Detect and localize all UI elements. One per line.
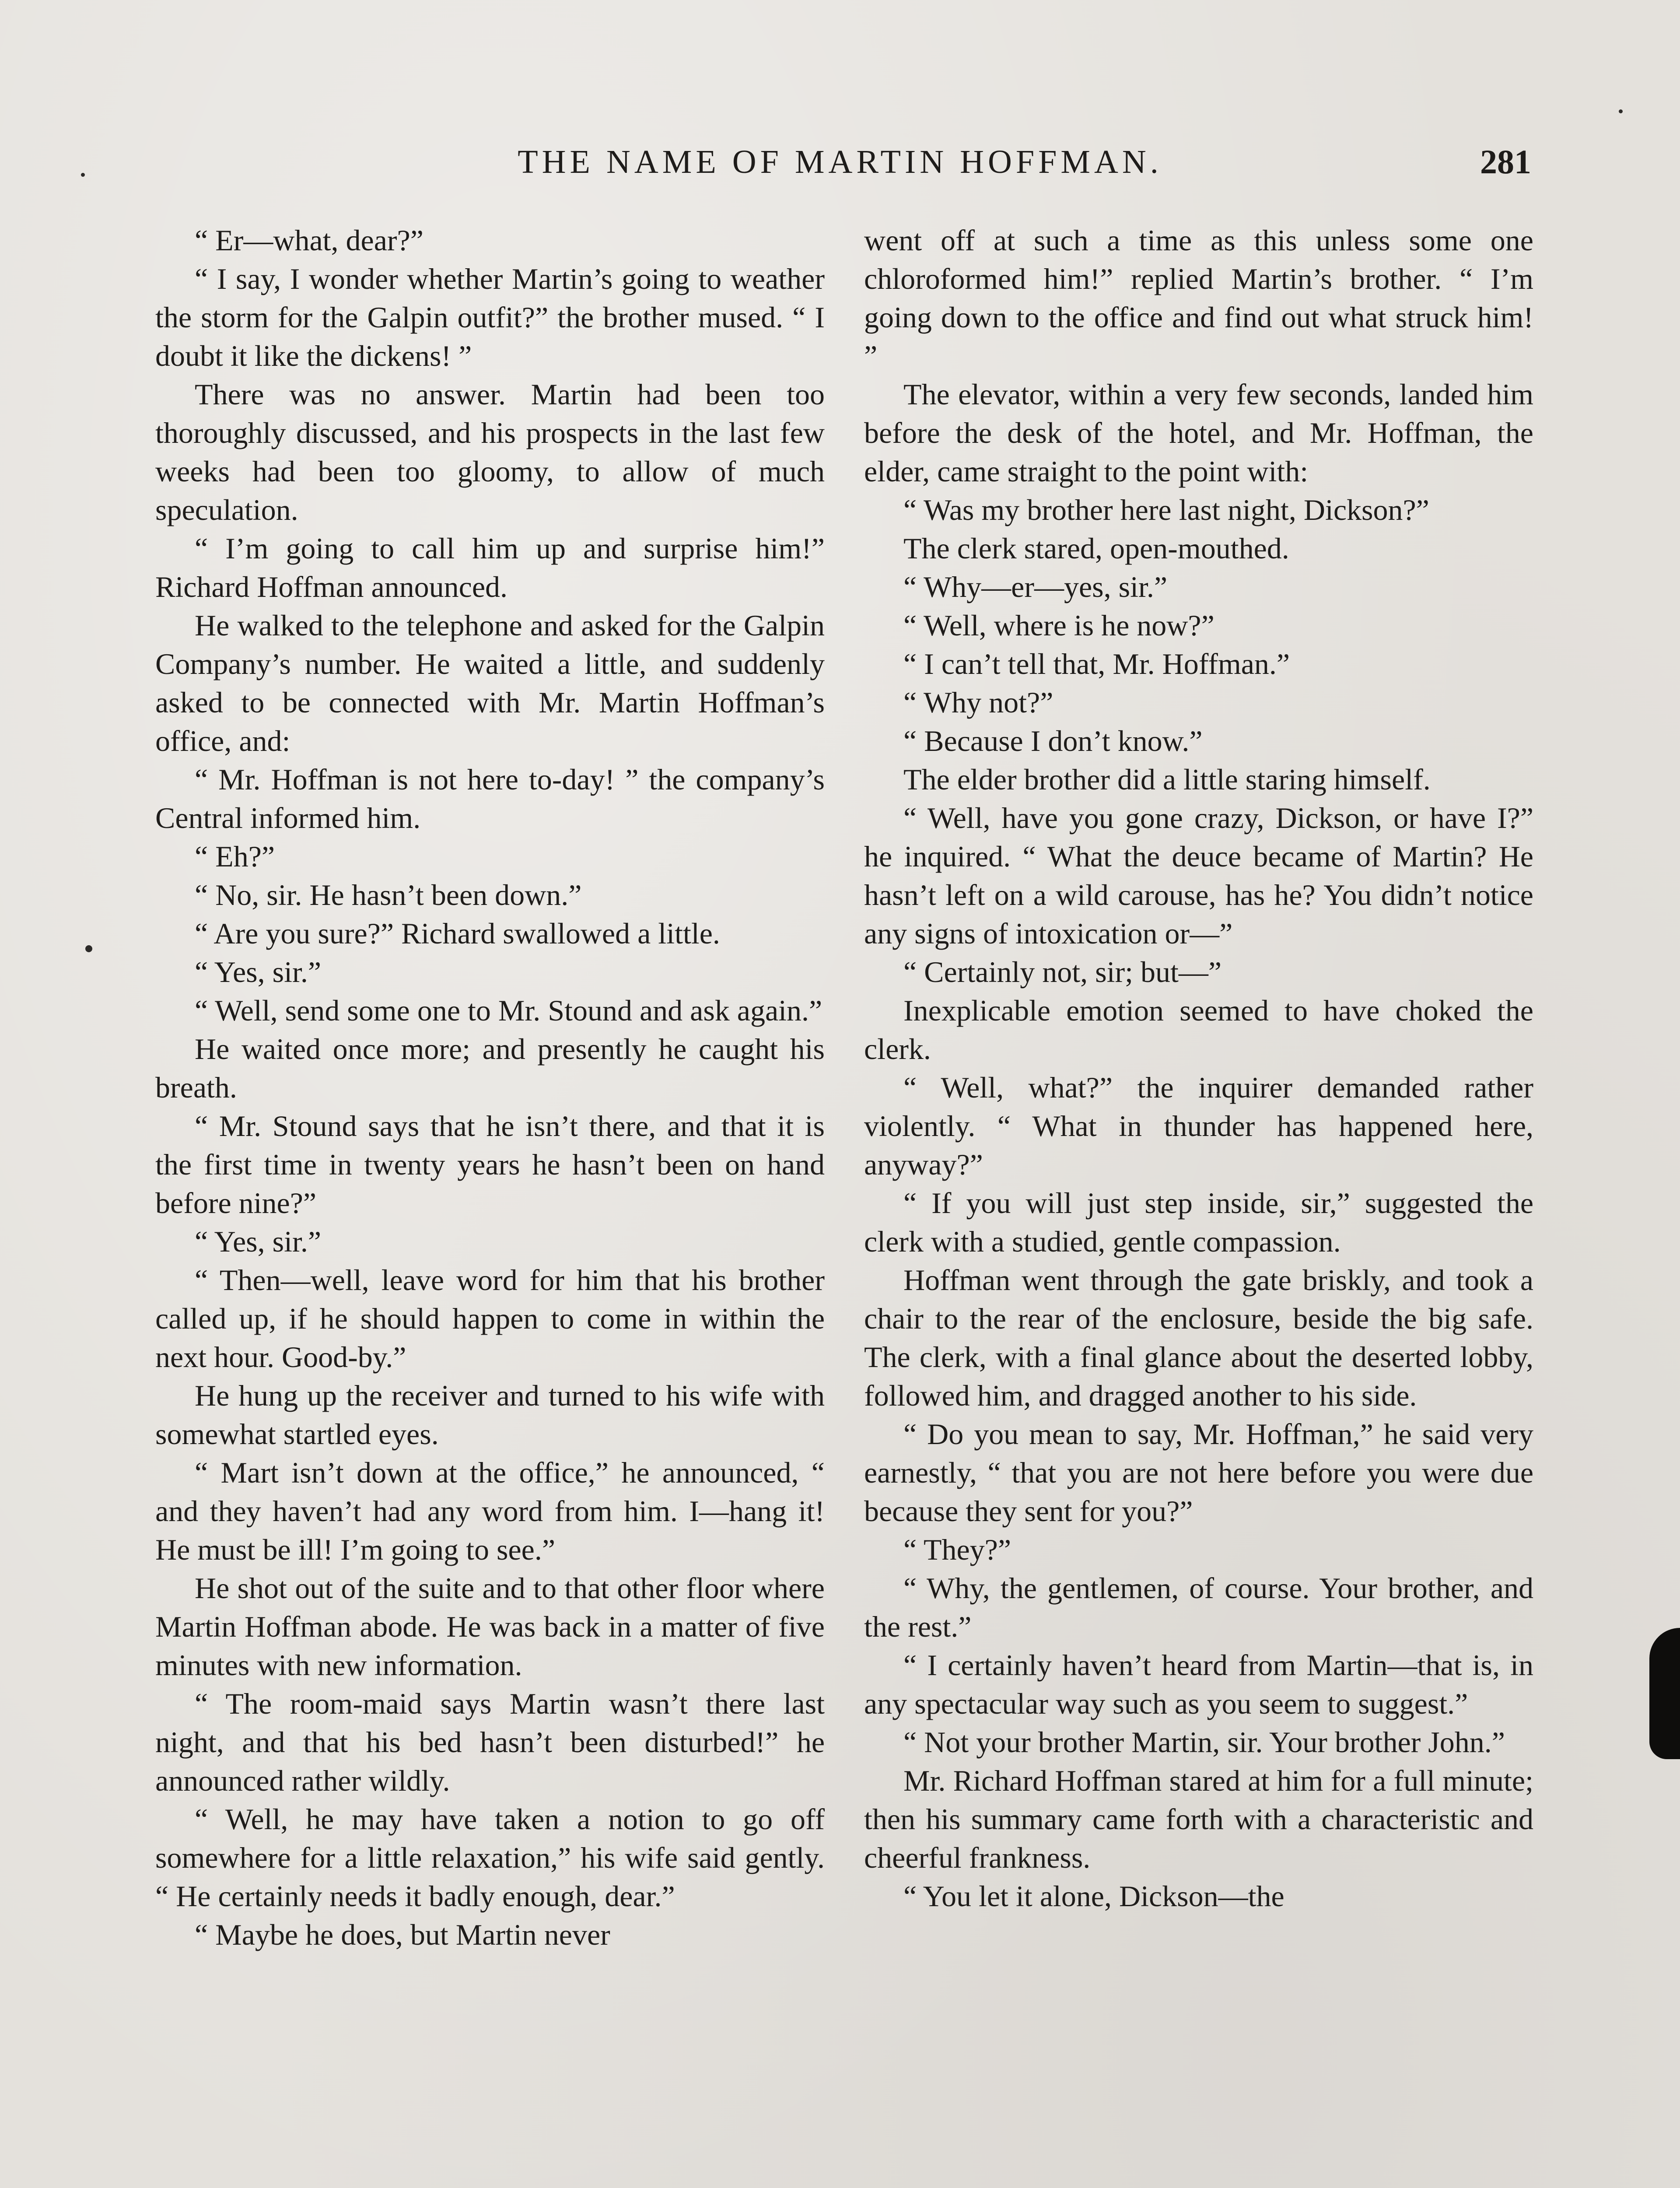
- paragraph: The elevator, within a very few seconds, landed him before the desk of the hotel, and Mr. Hoffman, the elder, came straight to the point with:: [864, 378, 1533, 488]
- paragraph: “ Are you sure?” Richard swallowed a little.: [195, 917, 720, 950]
- ink-speck: [85, 945, 92, 952]
- paragraph: “ Yes, sir.”: [195, 955, 322, 989]
- paragraph: “ Why, the gentlemen, of course. Your brother, and the rest.”: [864, 1571, 1533, 1643]
- paragraph: “ Mr. Hoffman is not here to-day! ” the company’s Central informed him.: [155, 763, 825, 835]
- paragraph: “ Well, have you gone crazy, Dickson, or have I?” he inquired. “ What the deuce became of Martin? He hasn’t left on a wild carouse, has he? You didn’t notice any signs of intoxication or—”: [864, 801, 1533, 950]
- paragraph: Mr. Richard Hoffman stared at him for a full minute; then his summary came forth with a characteristic and cheerful frankness.: [864, 1764, 1533, 1874]
- paragraph: “ Eh?”: [195, 840, 275, 873]
- paragraph: “ Mart isn’t down at the office,” he announced, “ and they haven’t had any word from him. I—hang it! He must be ill! I’m going to see.”: [155, 1456, 825, 1566]
- paragraph: “ I’m going to call him up and surprise him!” Richard Hoffman announced.: [155, 532, 825, 603]
- paragraph: Inexplicable emotion seemed to have choked the clerk.: [864, 994, 1533, 1066]
- paragraph: He waited once more; and presently he caught his breath.: [155, 1032, 825, 1104]
- paragraph: “ I say, I wonder whether Martin’s going to weather the storm for the Galpin outfit?” the brother mused. “ I doubt it like the dickens! ”: [155, 262, 825, 372]
- paragraph: “ Well, send some one to Mr. Stound and ask again.”: [195, 994, 822, 1027]
- paragraph: “ Yes, sir.”: [195, 1225, 322, 1258]
- paragraph-continued: went off at such a time as this unless some one chloroformed him!” replied Martin’s brother. “ I’m going down to the office and find out what struck him! ”: [864, 224, 1533, 372]
- paragraph: “ Then—well, leave word for him that his brother called up, if he should happen to come in within the next hour. Good-by.”: [155, 1263, 825, 1374]
- paragraph: “ They?”: [903, 1533, 1012, 1566]
- paragraph: “ Certainly not, sir; but—”: [903, 955, 1222, 989]
- paragraph: “ The room-maid says Martin wasn’t there last night, and that his bed hasn’t been disturbed!” he announced rather wildly.: [155, 1687, 825, 1797]
- paragraph: “ No, sir. He hasn’t been down.”: [195, 878, 582, 912]
- paragraph: “ Well, what?” the inquirer demanded rather violently. “ What in thunder has happened here, anyway?”: [864, 1071, 1533, 1181]
- paragraph: “ Not your brother Martin, sir. Your brother John.”: [903, 1725, 1505, 1759]
- torn-edge: [1649, 1628, 1680, 1759]
- paragraph: “ Because I don’t know.”: [903, 724, 1203, 757]
- paragraph: “ Why not?”: [903, 686, 1054, 719]
- paragraph: “ I certainly haven’t heard from Martin—that is, in any spectacular way such as you seem to suggest.”: [864, 1648, 1533, 1720]
- paragraph: “ Maybe he does, but Martin never: [195, 1918, 610, 1951]
- paragraph: “ I can’t tell that, Mr. Hoffman.”: [903, 647, 1290, 680]
- paragraph: “ Why—er—yes, sir.”: [903, 570, 1168, 603]
- paragraph: “ Mr. Stound says that he isn’t there, and that it is the first time in twenty years he hasn’t been on hand before nine?”: [155, 1109, 825, 1220]
- paragraph: He hung up the receiver and turned to his wife with somewhat startled eyes.: [155, 1379, 825, 1451]
- paragraph: He shot out of the suite and to that other floor where Martin Hoffman abode. He was back in a matter of five minutes with new information.: [155, 1571, 825, 1682]
- paragraph: “ Well, where is he now?”: [903, 609, 1214, 642]
- right-column: [864, 221, 1533, 1915]
- paragraph: “ Do you mean to say, Mr. Hoffman,” he said very earnestly, “ that you are not here before you were due because they sent for you?”: [864, 1417, 1533, 1528]
- paragraph: The elder brother did a little staring himself.: [903, 763, 1431, 796]
- page-number: 281: [1480, 143, 1531, 181]
- running-header: [149, 136, 1531, 188]
- paragraph: “ You let it alone, Dickson—the: [903, 1879, 1284, 1913]
- ink-speck: [81, 173, 85, 177]
- paragraph: “ Was my brother here last night, Dickson?”: [903, 493, 1429, 526]
- paragraph: “ Er—what, dear?”: [195, 224, 424, 257]
- paragraph: “ If you will just step inside, sir,” suggested the clerk with a studied, gentle compassion.: [864, 1186, 1533, 1258]
- paragraph: He walked to the telephone and asked for the Galpin Company’s number. He waited a little, and suddenly asked to be connected with Mr. Martin Hoffman’s office, and:: [155, 609, 825, 757]
- paragraph: The clerk stared, open-mouthed.: [903, 532, 1289, 565]
- paragraph: There was no answer. Martin had been too thoroughly discussed, and his prospects in the last few weeks had been too gloomy, to allow of much speculation.: [155, 378, 825, 526]
- ink-speck: [1619, 109, 1623, 113]
- left-column: [155, 221, 825, 1954]
- paragraph: “ Well, he may have taken a notion to go off somewhere for a little relaxation,” his wife said gently. “ He certainly needs it badly enough, dear.”: [155, 1802, 825, 1913]
- paragraph: Hoffman went through the gate briskly, and took a chair to the rear of the enclosure, beside the big safe. The clerk, with a final glance about the deserted lobby, followed him, and dragged another to his side.: [864, 1263, 1533, 1412]
- header-title: THE NAME OF MARTIN HOFFMAN.: [518, 144, 1162, 180]
